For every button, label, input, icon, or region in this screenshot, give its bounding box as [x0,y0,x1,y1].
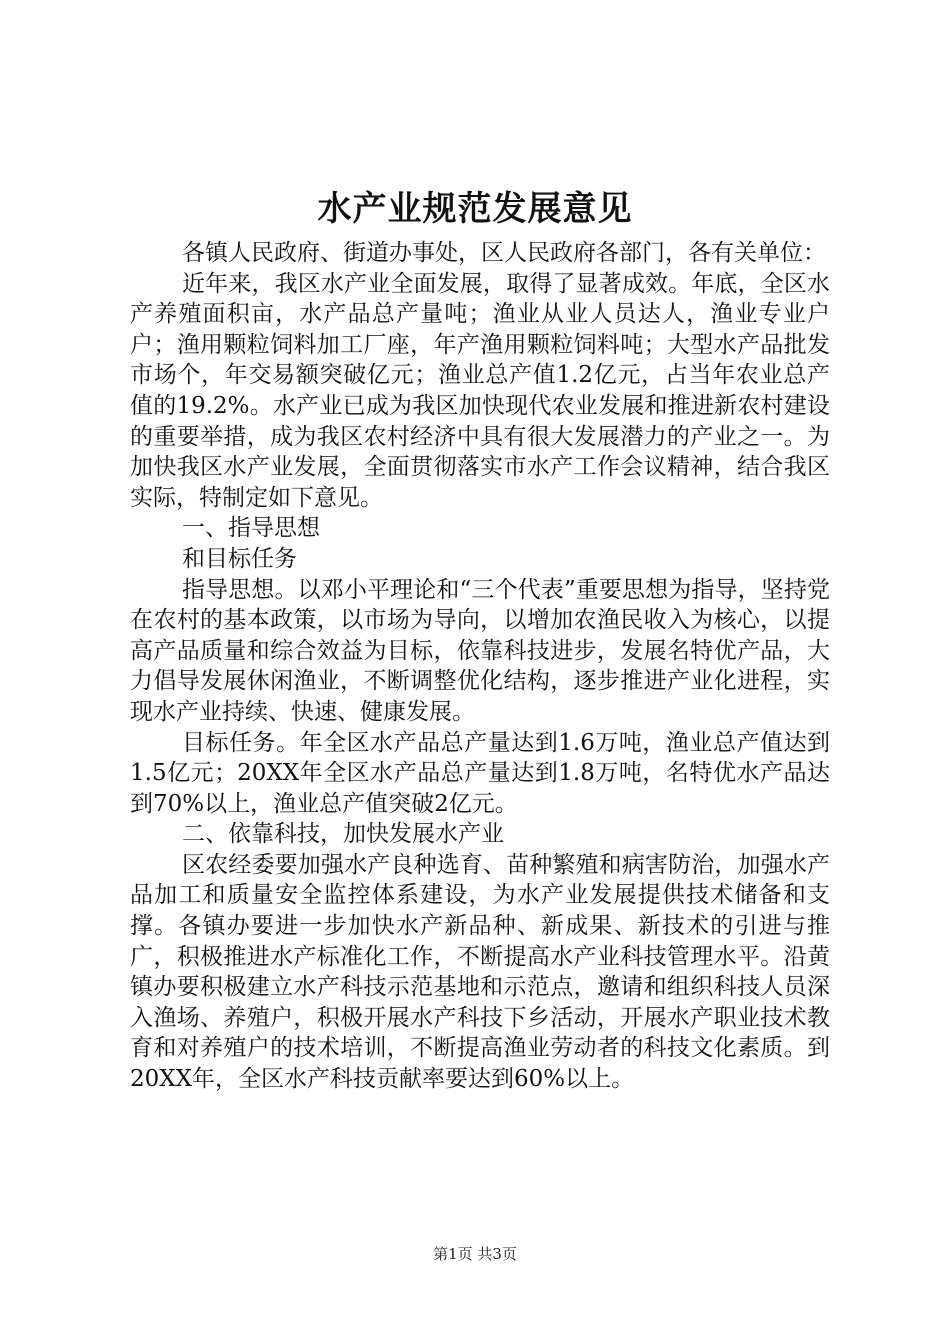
paragraph-salutation: 各镇人民政府、街道办事处，区人民政府各部门，各有关单位： [182,240,826,266]
section-heading-1: 一、指导思想 [182,515,320,542]
paragraph-intro: 近年来，我区水产业全面发展，取得了显著成效。年底，全区水产养殖面积亩，水产品总产量吨；渔业从业人员达人，渔业专业户户；渔用颗粒饲料加工厂座，年产渔用颗粒饲料吨；大型水产品批发市场个，年交易额突破亿元；渔业总产值1.2亿元，占当年农业总产值的19.2%。水产业已成为我区加快现代农业发展和推进新农村建设的重要举措，成为我区农村经济中具有很大发展潜力的产业之一。为加快我区水产业发展，全面贯彻落实市水产工作会议精神，结合我区实际，特制定如下意见。 [130,270,830,511]
page-number-footer: 第1页 共3页 [433,1245,517,1263]
section-heading-1-continued: 和目标任务 [182,545,297,572]
section-heading-2: 二、依靠科技，加快发展水产业 [182,821,504,848]
document-body [130,238,830,1095]
paragraph-technology: 区农经委要加强水产良种选育、苗种繁殖和病害防治，加强水产品加工和质量安全监控体系建设，为水产业发展提供技术储备和支撑。各镇办要进一步加快水产新品种、新成果、新技术的引进与推广，积极推进水产标准化工作，不断提高水产业科技管理水平。沿黄镇办要积极建立水产科技示范基地和示范点，邀请和组织科技人员深入渔场、养殖户，积极开展水产科技下乡活动，开展水产职业技术教育和对养殖户的技术培训，不断提高渔业劳动者的科技文化素质。到20XX年，全区水产科技贡献率要达到60%以上。 [130,851,830,1093]
paragraph-guiding-ideology: 指导思想。以邓小平理论和“三个代表”重要思想为指导，坚持党在农村的基本政策，以市场为导向，以增加农渔民收入为核心，以提高产品质量和综合效益为目标，依靠科技进步，发展名特优产品，大力倡导发展休闲渔业，不断调整优化结构，逐步推进产业化进程，实现水产业持续、快速、健康发展。 [130,576,830,725]
document-title: 水产业规范发展意见 [317,189,633,229]
paragraph-target-tasks: 目标任务。年全区水产品总产量达到1.6万吨，渔业总产值达到1.5亿元；20XX年全区水产品总产量达到1.8万吨，名特优水产品达到70%以上，渔业总产值突破2亿元。 [130,729,830,817]
